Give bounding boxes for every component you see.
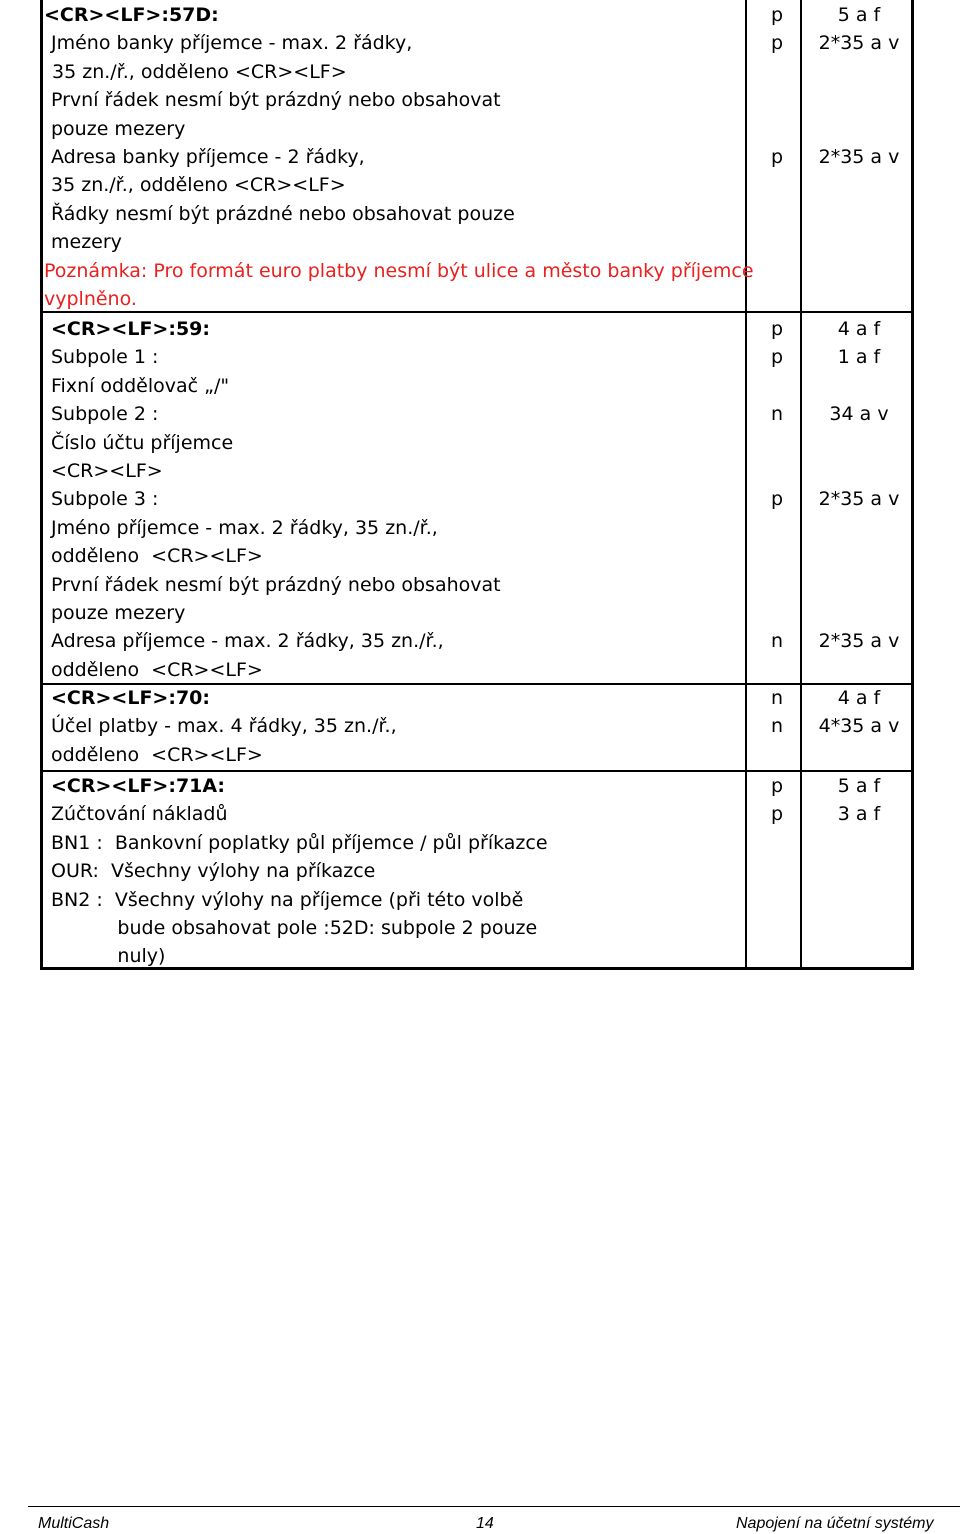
format-cell: 4 a f [837, 318, 881, 340]
field-description-line: odděleno <CR><LF> [51, 658, 263, 681]
field-description-line: Jméno příjemce - max. 2 řádky, 35 zn./ř., [51, 516, 438, 539]
field-description-line: pouze mezery [51, 117, 186, 140]
field-description-line: První řádek nesmí být prázdný nebo obsahovat [51, 89, 501, 112]
field-tag: <CR><LF>:59: [51, 318, 210, 340]
field-tag: <CR><LF>:71A: [51, 775, 226, 797]
format-cell: 5 a f [837, 4, 881, 26]
footer-page-number: 14 [476, 1515, 494, 1532]
field-description-line: Subpole 2 : [51, 403, 159, 426]
format-cell: 2*35 a v [818, 146, 900, 168]
field-description-line: nuly) [51, 945, 166, 968]
format-cell: 2*35 a v [818, 32, 900, 55]
format-cell: 2*35 a v [818, 630, 900, 653]
field-description-line: Fixní oddělovač „/" [51, 374, 230, 397]
field-description-line: Účel platby - max. 4 řádky, 35 zn./ř., [51, 715, 397, 738]
footer-chapter-title: Napojení na účetní systémy [736, 1515, 934, 1532]
field-tag: <CR><LF>:70: [51, 687, 210, 709]
status-cell: p [770, 488, 784, 511]
field-description-line: <CR><LF> [51, 460, 163, 482]
footer-rule [28, 1506, 960, 1507]
format-cell: 1 a f [837, 346, 881, 369]
field-description-line: Zúčtování nákladů [51, 803, 228, 826]
field-description-line: Subpole 3 : [51, 488, 159, 511]
status-cell: n [770, 403, 784, 426]
status-cell: p [770, 318, 784, 340]
status-cell: n [770, 687, 784, 709]
row-divider [40, 311, 914, 313]
format-cell: 34 a v [829, 403, 889, 426]
format-cell: 4*35 a v [818, 715, 900, 738]
field-tag: <CR><LF>:57D: [44, 4, 219, 26]
field-description-line: Číslo účtu příjemce [51, 431, 234, 454]
footer-product: MultiCash [38, 1515, 110, 1532]
column-divider [800, 0, 802, 970]
status-cell: p [770, 32, 784, 55]
field-table [40, 0, 913, 970]
table-border-bottom [40, 967, 914, 970]
field-description-line: První řádek nesmí být prázdný nebo obsahovat [51, 573, 501, 596]
field-description-line: pouze mezery [51, 602, 186, 624]
field-description-line: Subpole 1 : [51, 346, 159, 369]
field-description-line: bude obsahovat pole :52D: subpole 2 pouze [51, 917, 538, 939]
format-cell: 4 a f [837, 687, 881, 709]
field-description-line: BN1 : Bankovní poplatky půl příjemce / půl příkazce [51, 831, 548, 854]
format-cell: 5 a f [837, 775, 881, 797]
field-description-line: odděleno <CR><LF> [51, 743, 263, 766]
field-description-line: mezery [51, 231, 122, 254]
table-border-left [40, 0, 43, 970]
column-divider [745, 0, 747, 970]
field-description-line: Jméno banky příjemce - max. 2 řádky, [51, 32, 413, 55]
field-description-line: Adresa příjemce - max. 2 řádky, 35 zn./ř., [51, 630, 444, 653]
field-description-line: 35 zn./ř., odděleno <CR><LF> [52, 60, 347, 83]
field-note: Poznámka: Pro formát euro platby nesmí být ulice a město banky příjemce [44, 259, 754, 282]
field-description-line: OUR: Všechny výlohy na příkazce [51, 860, 376, 883]
status-cell: n [770, 715, 784, 738]
format-cell: 2*35 a v [818, 488, 900, 511]
field-description-line: Adresa banky příjemce - 2 řádky, [51, 146, 365, 168]
field-note: vyplněno. [44, 288, 137, 310]
status-cell: p [770, 146, 784, 168]
status-cell: p [770, 346, 784, 369]
status-cell: p [770, 803, 784, 826]
field-description-line: odděleno <CR><LF> [51, 545, 263, 568]
format-cell: 3 a f [837, 803, 881, 826]
status-cell: n [770, 630, 784, 653]
status-cell: p [770, 775, 784, 797]
status-cell: p [770, 4, 784, 26]
field-description-line: Řádky nesmí být prázdné nebo obsahovat pouze [51, 202, 515, 225]
field-description-line: BN2 : Všechny výlohy na příjemce (při této volbě [51, 888, 524, 911]
field-description-line: 35 zn./ř., odděleno <CR><LF> [51, 174, 346, 197]
